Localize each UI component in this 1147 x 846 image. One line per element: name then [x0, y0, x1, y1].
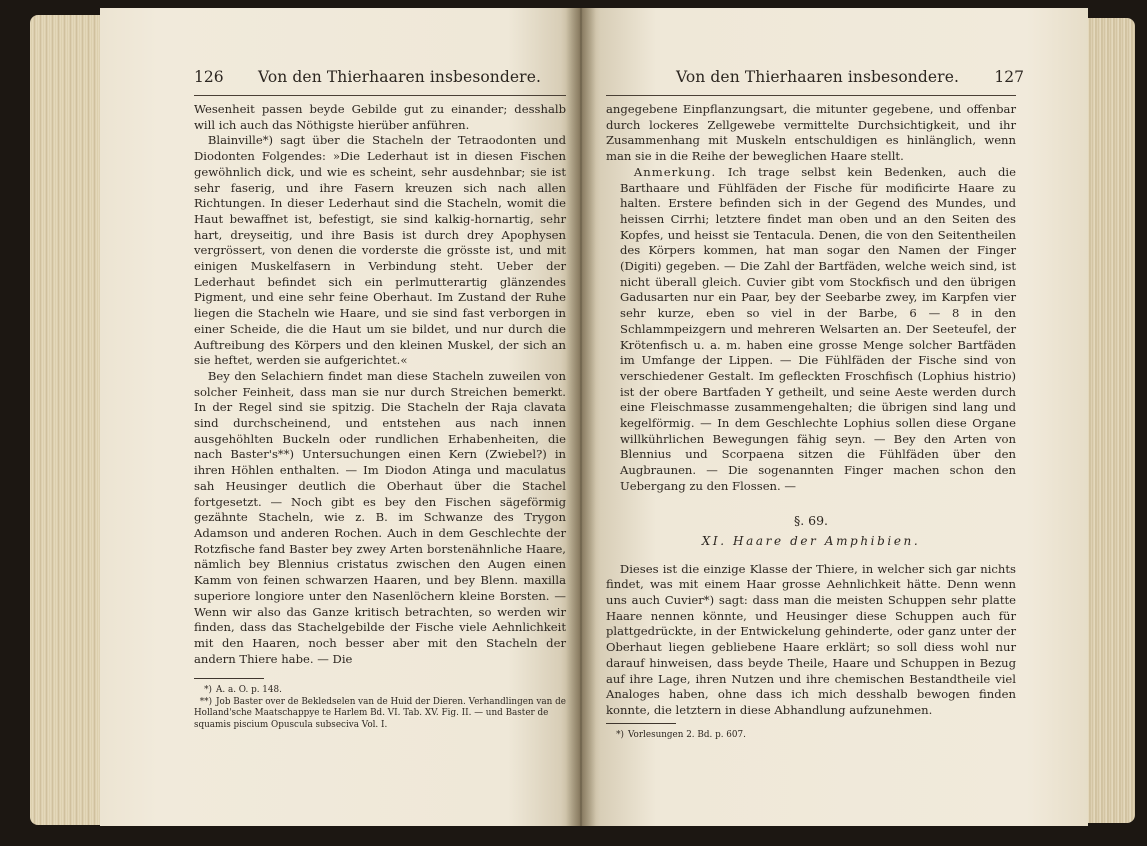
- footnote-mark: *): [616, 730, 624, 740]
- note-label: Anmerkung.: [633, 164, 717, 179]
- right-page-body: [606, 102, 1016, 719]
- footnote: [194, 685, 566, 697]
- note-text: Ich trage selbst kein Bedenken, auch die Barthaare und Fühlfäden der Fische für modificirte Haare zu halten. Erstere befinden sich in der Gegend des Mundes, und heissen Cirrhi; letztere findet man oben und an den Seiten des Kopfes, und heisst sie Tentacula. Denen, die von den Seitentheilen des Körpers kommen, hat man sogar den Namen der Finger (Digiti) gegeben. — Die Zahl der Bartfäden, welche weich sind, ist nicht überall gleich. Cuvier gibt vom Stockfisch und den übrigen Gadusarten nur ein Paar, bey der Seebarbe zwey, im Karpfen vier sehr kurze, eben so viel in der Barbe, 6 — 8 in den Schlammpeizgern und mehreren Welsarten an. Der Seeteufel, der Krötenfisch u. a. m. haben eine grosse Menge solcher Bartfäden im Umfange der Lippen. — Die Fühlfäden der Fische sind von verschiedener Gestalt. Im gefleckten Froschfisch (Lophius histrio) ist der obere Bartfaden Y getheilt, und seine Aeste werden durch eine Fleischmasse zusammengehalten; die übrigen sind lang und kegelförmig. — In dem Geschlechte Lophius sollen diese Organe willkührlichen Bewegungen fähig seyn. — Bey den Arten von Blennius und Scorpaena sitzen die Fühlfäden über den Augbraunen. — Die sogenannten Finger machen schon den Uebergang zu den Flossen. —: [620, 164, 1016, 493]
- paragraph: Wesenheit passen beyde Gebilde gut zu einander; desshalb will ich auch das Nöthigste hierüber anführen.: [194, 102, 566, 132]
- paragraph: Blainville*) sagt über die Stacheln der Tetraodonten und Diodonten Folgendes: »Die Lederhaut ist in diesen Fischen gewöhnlich dick, und wie es scheint, sehr ausdehnbar; sie ist sehr faserig, und ihre Fasern kreuzen sich nach allen Richtungen. In dieser Lederhaut sind die Stacheln, womit die Haut bewaffnet ist, befestigt, sie sind kalkig-hornartig, sehr hart, dreyseitig, und ihre Basis ist durch drey Apophysen vergrössert, von denen die vorderste die grösste ist, und mit einigen Muskelfasern in Verbindung steht. Ueber der Lederhaut befindet sich ein perlmutterartig glänzendes Pigment, und eine sehr feine Oberhaut. Im Zustand der Ruhe liegen die Stacheln wie Haare, und sie sind fast verborgen in einer Scheide, die die Haut um sie bildet, und nur durch die Auftreibung des Körpers und den kleinen Muskel, der sich an sie heftet, werden sie aufgerichtet.«: [194, 133, 566, 368]
- page-edges-right: [1085, 18, 1135, 823]
- right-page-header: [606, 68, 1024, 94]
- paragraph: Bey den Selachiern findet man diese Stacheln zuweilen von solcher Feinheit, dass man sie nur durch Streichen bemerkt. In der Regel sind sie spitzig. Die Stacheln der Raja clavata sind durchscheinend, und entstehen aus nach innen ausgehöhlten Buckeln oder rundlichen Erhabenheiten, die nach Baster's**) Untersuchungen einen Kern (Zwiebel?) in ihren Höhlen enthalten. — Im Diodon Atinga und maculatus sah Heusinger deutlich die Oberhaut über die Stachel fortgesetzt. — Noch gibt es bey den Fischen sägeförmig gezähnte Stacheln, wie z. B. im Schwanze des Trygon Adamson und anderen Rochen. Auch in dem Geschlechte der Rotzfische fand Baster bey zwey Arten borstenähnliche Haare, nämlich bey Blennius cristatus zwischen den Augen einen Kamm von feinen schwarzen Haaren, und bey Blenn. maxilla superiore longiore unter den Nasenlöchern kleine Borsten. — Wenn wir also das Ganze kritisch betrachten, so werden wir finden, dass das Stachelgebilde der Fische viele Aehnlichkeit mit den Haaren, noch besser aber mit den Stacheln der andern Thiere habe. — Die: [194, 368, 566, 666]
- footnote-text: Job Baster over de Bekledselen van de Huid der Dieren. Verhandlingen van de Holland'sche Maatschappye te Harlem Bd. VI. Tab. XV. Fig. II. — und Baster de squamis piscium Opuscula subseciva Vol. I.: [194, 696, 566, 730]
- paragraph: angegebene Einpflanzungsart, die mitunter gegebene, und offenbar durch lockeres Zellgewebe vermittelte Durchsichtigkeit, und ihr Zusammenhang mit Muskeln entschuldigen es hinlänglich, wenn man sie in die Reihe der beweglichen Haare stellt.: [606, 102, 1016, 164]
- running-title: Von den Thierhaaren insbesondere.: [258, 68, 541, 86]
- footnote-mark: **): [199, 696, 212, 707]
- right-footnotes: [606, 713, 1016, 742]
- header-rule: [194, 95, 566, 96]
- footnote: [194, 697, 566, 732]
- paragraph: Dieses ist die einzige Klasse der Thiere, in welcher sich gar nichts findet, was mit einem Haar grosse Aehnlichkeit hätte. Denn wenn uns auch Cuvier*) sagt: dass man die meisten Schuppen sehr platte Haare nennen könnte, und Heusinger diese Schuppen auch für plattgedrückte, in der Entwickelung gehinderte, oder ganz unter der Oberhaut liegen gebliebene Haare erklärt; so soll diess wohl nur darauf hinweisen, dass beyde Theile, Haare und Schuppen in Bezug auf ihre Lage, ihren Nutzen und ihre chemischen Bestandtheile viel Analoges haben, ohne dass ich mich desshalb bewogen finden konnte, die letztern in diese Abhandlung aufzunehmen.: [606, 561, 1016, 717]
- left-page-content: [194, 68, 566, 730]
- footnote-rule: [194, 678, 264, 679]
- annotation-note: [606, 165, 1016, 495]
- footnote-text: Vorlesungen 2. Bd. p. 607.: [628, 730, 746, 740]
- left-footnotes: [194, 668, 566, 731]
- page-number: 126: [194, 68, 224, 86]
- running-title: Von den Thierhaaren insbesondere.: [676, 68, 959, 86]
- footnote-mark: *): [204, 685, 212, 695]
- section-title: XI. Haare der Amphibien.: [701, 533, 921, 548]
- page-edges-left: [30, 15, 105, 825]
- section-number: §. 69.: [793, 512, 829, 528]
- left-page-body: [194, 102, 566, 667]
- left-page: [100, 8, 580, 826]
- right-page-content: [606, 68, 1024, 740]
- footnote-rule: [606, 723, 676, 724]
- footnote-text: A. a. O. p. 148.: [216, 685, 282, 695]
- header-rule: [606, 95, 1016, 96]
- page-number: 127: [994, 68, 1024, 86]
- footnote: [606, 730, 1016, 742]
- left-page-header: [194, 68, 566, 94]
- right-page: [580, 8, 1088, 826]
